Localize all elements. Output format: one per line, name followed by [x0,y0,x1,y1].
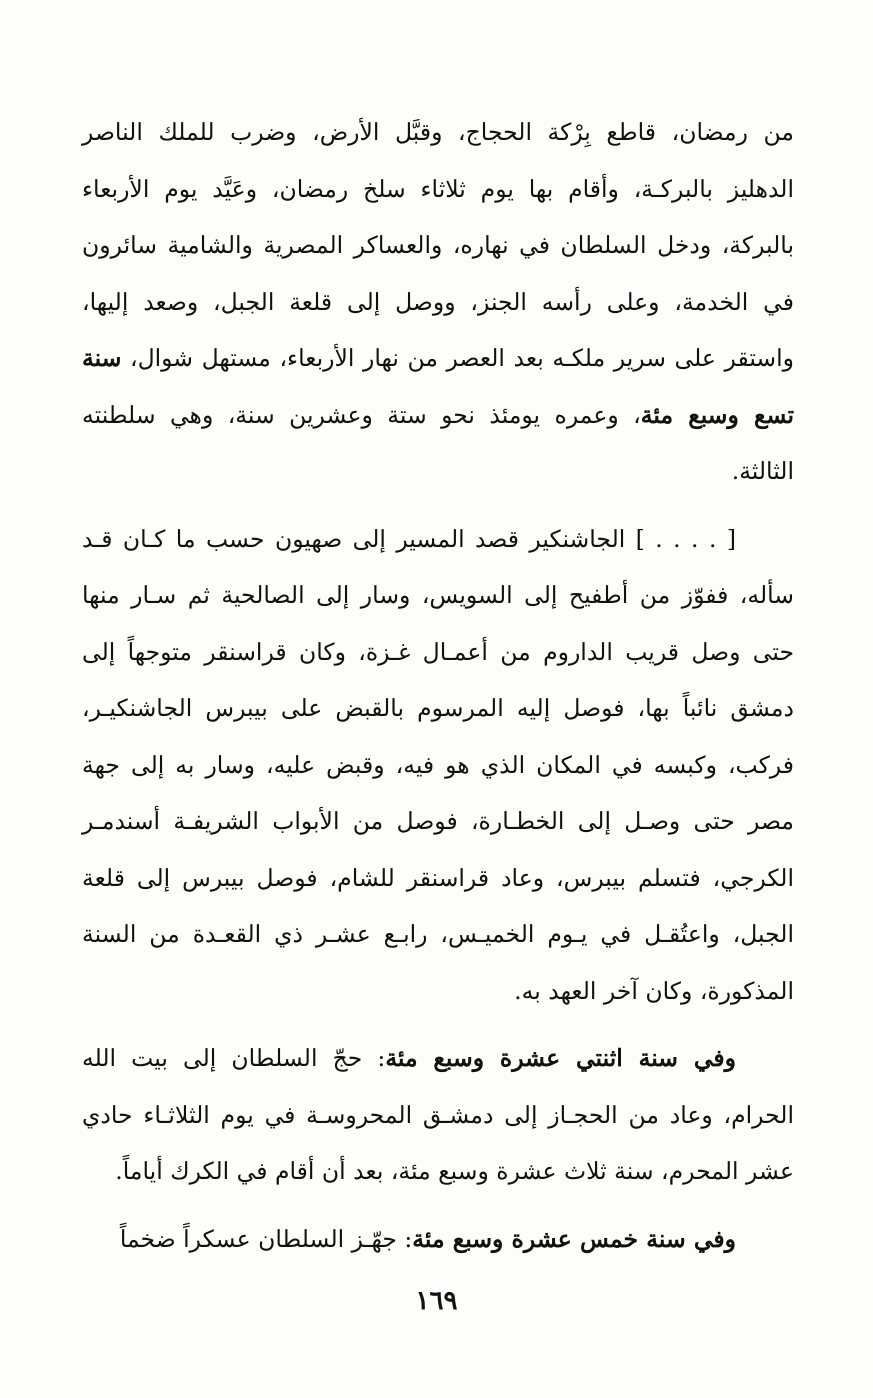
text-run: من رمضان، قاطع بِرْكة الحجاج، وقبَّل الأرض، وضرب للملك الناصر الدهليز بالبركـة، وأقام بها يوم ثلاثاء سلخ رمضان، وعَيَّد يوم الأربعاء بالبركة، ودخل السلطان في نهاره، والعساكر المصرية والشامية سائرون في الخدمة، وعلى رأسه الجنز، ووصل إلى قلعة الجبل، وصعد إليها، واستقر على سرير ملكـه بعد العصر من نهار الأربعاء، مستهل شوال، [82,118,794,372]
text-run: [ . . . . ] الجاشنكير قصد المسير إلى صهيون حسب ما كـان قـد سأله، ففوّز من أطفيح إلى السويس، وسار إلى الصالحية ثم سـار منها حتى وصل قريب الداروم من أعمـال غـزة، وكان قراسنقر متوجهاً إلى دمشق نائباً بها، فوصل إليه المرسوم بالقبض على بيبرس الجاشنكيـر، فركب، وكبسه في المكان الذي هو فيه، وقبض عليه، وسار به إلى جهة مصر حتى وصـل إلى الخطـارة، فوصل من الأبواب الشريفـة أسندمـر الكرجي، فتسلم بيبرس، وعاد قراسنقر للشام، فوصل بيبرس إلى قلعة الجبل، واعتُقـل في يـوم الخميـس، رابـع عشـر ذي القعـدة من السنة المذكورة، وكان آخر العهد به. [82,524,795,1005]
text-run: : جهّـز السلطان عسكراً ضخماً [119,1224,413,1253]
text-run: : حجّ السلطان إلى بيت الله الحرام، وعاد من الحجـاز إلى دمشـق المحروسـة في يوم الثلاثـاء حادي عشر المحرم، سنة ثلاث عشرة وسبع مئة، بعد أن أقام في الكرك أياماً. [82,1044,794,1185]
paragraph [82,104,794,500]
bold-run: وفي سنة اثنتي عشرة وسبع مئة [385,1044,736,1072]
bold-run: سنة تسع وسبع مئة [82,344,794,429]
paragraph [82,1030,794,1200]
page-number: ١٦٩ [415,1286,458,1316]
text-run: ، وعمره يومئذ نحو ستة وعشرين سنة، وهي سلطنته الثالثة. [82,400,794,485]
paragraph [82,511,794,1020]
page-body-text [82,104,794,1267]
bold-run: وفي سنة خمس عشرة وسبع مئة [412,1224,736,1253]
paragraph [82,1211,794,1268]
